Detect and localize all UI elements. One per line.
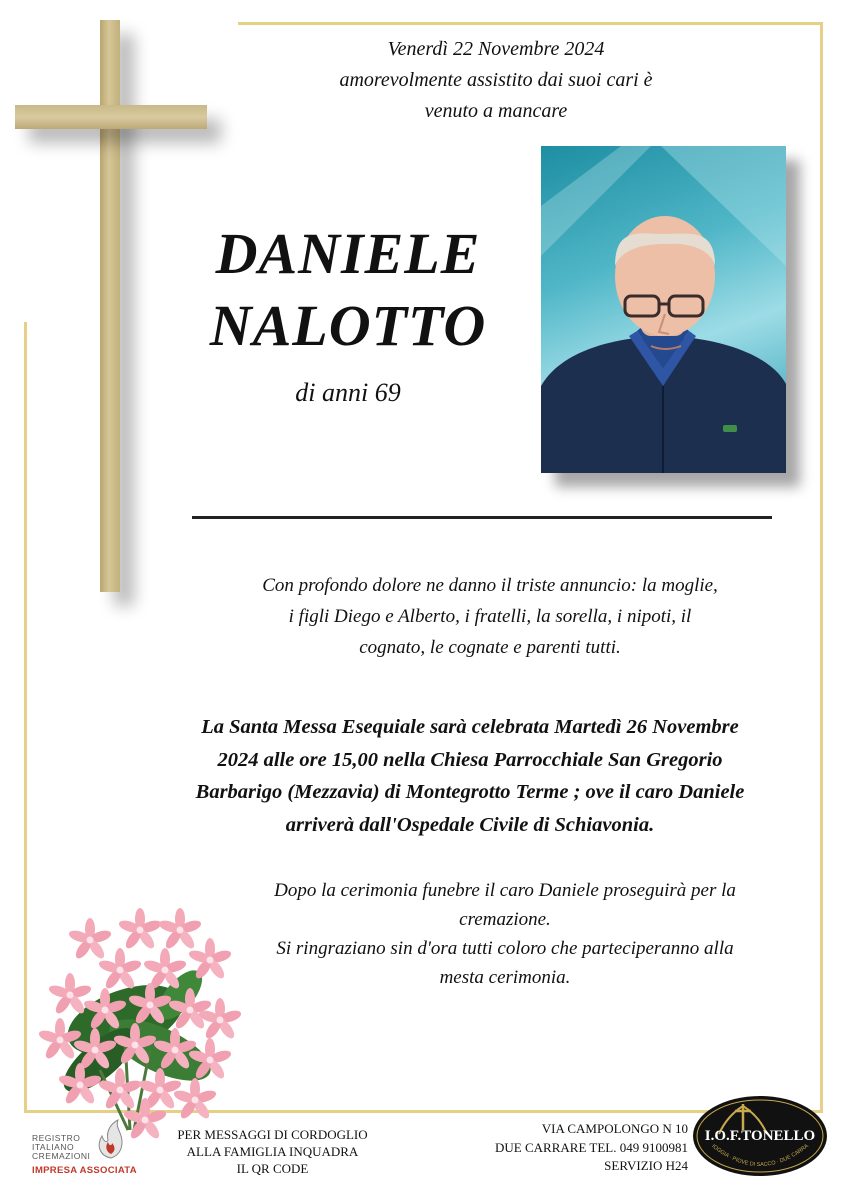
deceased-age: di anni 69 bbox=[295, 378, 401, 407]
portrait-photo bbox=[541, 146, 786, 473]
qr-line-1: PER MESSAGGI DI CORDOGLIO bbox=[177, 1127, 368, 1142]
flower-bouquet-icon bbox=[30, 900, 245, 1140]
deceased-last-name: NALOTTO bbox=[209, 293, 487, 358]
announcement-line: i figli Diego e Alberto, i fratelli, la sorella, i nipoti, il bbox=[288, 606, 692, 627]
death-announcement-header bbox=[290, 34, 702, 127]
iof-tonello-logo bbox=[691, 1094, 829, 1178]
funeral-line: La Santa Messa Esequiale sarà celebrata Martedì 26 Novembre bbox=[201, 716, 739, 738]
portrait-illustration bbox=[541, 146, 786, 473]
family-announcement bbox=[190, 570, 790, 663]
closing-line: mesta cerimonia. bbox=[439, 967, 571, 988]
funeral-line: 2024 alle ore 15,00 nella Chiesa Parrocchiale San Gregorio bbox=[217, 748, 723, 771]
registro-cremazioni-logo bbox=[32, 1118, 137, 1180]
header-date: Venerdì 22 Novembre 2024 bbox=[387, 38, 605, 60]
registro-line-2: ITALIANO bbox=[32, 1142, 75, 1152]
frame-top-line bbox=[238, 22, 822, 25]
deceased-first-name: DANIELE bbox=[215, 221, 481, 286]
announcement-line: Con profondo dolore ne danno il triste annuncio: la moglie, bbox=[262, 575, 718, 596]
funeral-home-address bbox=[470, 1120, 688, 1176]
closing-line: Dopo la cerimonia funebre il caro Daniele proseguirà per la bbox=[274, 880, 736, 901]
frame-left-line bbox=[24, 322, 27, 1112]
logo-towns: IOGGIA · PIOVE DI SACCO · DUE CARRA bbox=[710, 1143, 810, 1169]
registro-line-3: CREMAZIONI bbox=[32, 1151, 91, 1161]
funeral-line: Barbarigo (Mezzavia) di Montegrotto Terme ; ove il caro Daniele bbox=[195, 781, 745, 803]
condolence-qr-instructions bbox=[160, 1126, 385, 1177]
qr-line-2: ALLA FAMIGLIA INQUADRA bbox=[186, 1144, 359, 1159]
logo-name: I.O.F.TONELLO bbox=[704, 1128, 816, 1144]
frame-right-line bbox=[820, 22, 823, 1112]
address-service: SERVIZIO H24 bbox=[604, 1158, 688, 1173]
closing-line: Si ringraziano sin d'ora tutti coloro che parteciperanno alla bbox=[276, 938, 734, 959]
funeral-mass-details bbox=[120, 711, 820, 841]
registro-line-1: REGISTRO bbox=[32, 1133, 81, 1143]
address-phone: DUE CARRARE TEL. 049 9100981 bbox=[495, 1139, 688, 1155]
header-line-2: amorevolmente assistito dai suoi cari è bbox=[339, 69, 653, 91]
section-divider bbox=[192, 516, 772, 519]
closing-line: cremazione. bbox=[459, 909, 551, 930]
closing-notice bbox=[225, 876, 785, 992]
announcement-line: cognato, le cognate e parenti tutti. bbox=[359, 637, 621, 658]
funeral-line: arriverà dall'Ospedale Civile di Schiavonia. bbox=[285, 813, 655, 836]
header-line-3: venuto a mancare bbox=[424, 100, 568, 122]
qr-line-3: IL QR CODE bbox=[236, 1161, 309, 1176]
cross-horizontal-beam bbox=[15, 105, 207, 129]
address-street: VIA CAMPOLONGO N 10 bbox=[541, 1121, 688, 1136]
iof-tonello-emblem bbox=[691, 1094, 829, 1178]
flame-icon bbox=[94, 1118, 128, 1160]
impresa-associata-tag: IMPRESA ASSOCIATA bbox=[32, 1165, 137, 1176]
